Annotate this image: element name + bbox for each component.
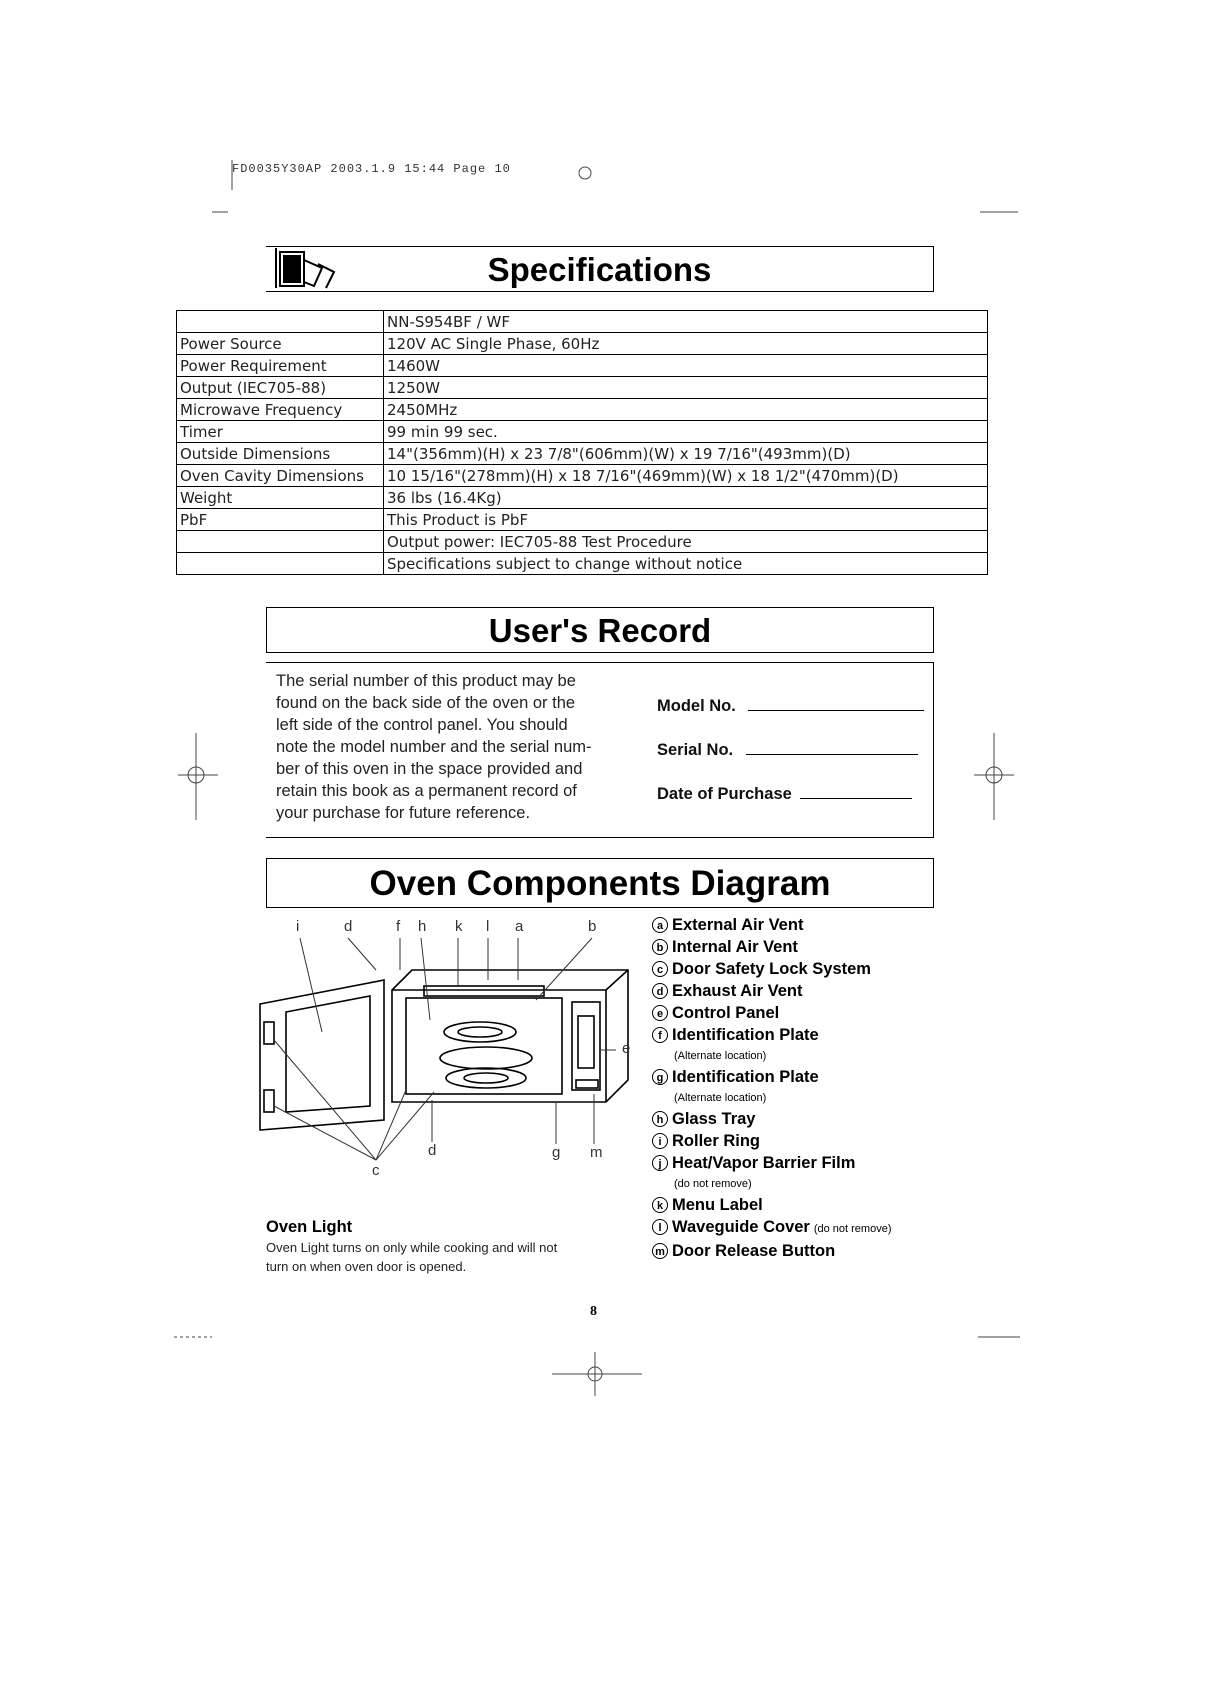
legend-label: Identification Plate: [672, 1068, 819, 1086]
door-release-button: [576, 1080, 598, 1088]
legend-item: [652, 1024, 892, 1046]
spec-value: 10 15/16"(278mm)(H) x 18 7/16"(469mm)(W) x 18 1/2"(470mm)(D): [384, 465, 988, 487]
spec-row: [177, 465, 988, 487]
legend-letter-icon: d: [652, 983, 668, 999]
legend-item: [652, 958, 892, 980]
spec-label: [177, 311, 384, 333]
legend-letter-icon: g: [652, 1069, 668, 1085]
spec-label: [177, 531, 384, 553]
serial-no-label: Serial No.: [657, 741, 734, 759]
legend-letter-icon: f: [652, 1027, 668, 1043]
diagram-label-g: g: [552, 1144, 561, 1161]
spec-value: 1250W: [384, 377, 988, 399]
legend-item: [652, 1152, 892, 1174]
book-icon: [274, 242, 344, 292]
legend-item: [652, 1130, 892, 1152]
diagram-label-l: l: [486, 918, 490, 935]
roller-ring: [446, 1068, 526, 1088]
diagram-label-k: k: [455, 918, 463, 935]
spec-label: Power Source: [177, 333, 384, 355]
glass-tray: [440, 1047, 532, 1069]
users-record-line: The serial number of this product may be: [276, 672, 576, 690]
spec-row: [177, 487, 988, 509]
legend-label: Identification Plate: [672, 1026, 819, 1044]
legend-label: Waveguide Cover: [672, 1218, 810, 1236]
spec-row: [177, 443, 988, 465]
users-record-line: your purchase for future reference.: [276, 804, 531, 822]
legend-label: Exhaust Air Vent: [672, 982, 803, 1000]
diagram-label-e: e: [622, 1040, 631, 1057]
legend-sub: (Alternate location): [674, 1050, 767, 1062]
spec-value: 36 lbs (16.4Kg): [384, 487, 988, 509]
spec-value: Specifications subject to change without notice: [384, 553, 988, 575]
users-record-text: [276, 670, 631, 824]
upper-tray: [444, 1022, 516, 1042]
specifications-title: Specifications: [487, 251, 712, 288]
diagram-label-h: h: [418, 918, 427, 935]
model-no-field[interactable]: [657, 696, 924, 716]
legend-item: [652, 936, 892, 958]
spec-value: 1460W: [384, 355, 988, 377]
legend-item: [652, 914, 892, 936]
users-record-title-box: [266, 607, 934, 653]
legend-letter-icon: i: [652, 1133, 668, 1149]
legend-letter-icon: k: [652, 1197, 668, 1213]
legend-label: Door Release Button: [672, 1242, 836, 1260]
date-of-purchase-line: [800, 784, 912, 799]
legend-item: [652, 1002, 892, 1024]
serial-no-line: [746, 740, 918, 755]
diagram-label-f: f: [396, 918, 401, 935]
spec-label: Microwave Frequency: [177, 399, 384, 421]
spec-row: [177, 311, 988, 333]
legend-label: Glass Tray: [672, 1110, 756, 1128]
spec-label: PbF: [177, 509, 384, 531]
spec-label: Outside Dimensions: [177, 443, 384, 465]
users-record-line: ber of this oven in the space provided and: [276, 760, 583, 778]
legend-note: (do not remove): [813, 1223, 892, 1235]
serial-no-field[interactable]: [657, 740, 918, 760]
spec-row: [177, 377, 988, 399]
spec-row: [177, 531, 988, 553]
legend-sub: (Alternate location): [674, 1092, 767, 1104]
legend-item: [652, 1240, 892, 1262]
oven-light-line: Oven Light turns on only while cooking and will not: [266, 1240, 558, 1255]
spec-row: [177, 553, 988, 575]
legend-label: Door Safety Lock System: [672, 960, 871, 978]
legend-label: Menu Label: [672, 1196, 763, 1214]
spec-label: Timer: [177, 421, 384, 443]
legend-letter-icon: j: [652, 1155, 668, 1171]
date-of-purchase-label: Date of Purchase: [657, 785, 792, 803]
legend-item: [652, 1108, 892, 1130]
legend-label: Heat/Vapor Barrier Film: [672, 1154, 856, 1172]
legend-letter-icon: h: [652, 1111, 668, 1127]
legend-letter-icon: b: [652, 939, 668, 955]
spec-value: Output power: IEC705-88 Test Procedure: [384, 531, 988, 553]
oven-light-line: turn on when oven door is opened.: [266, 1259, 467, 1274]
components-title-box: [266, 858, 934, 908]
spec-label: Output (IEC705-88): [177, 377, 384, 399]
diagram-label-d-bottom: d: [428, 1142, 437, 1159]
spec-label: Power Requirement: [177, 355, 384, 377]
spec-row: [177, 509, 988, 531]
spec-label: Weight: [177, 487, 384, 509]
legend-item: [652, 1216, 892, 1240]
diagram-label-c: c: [372, 1162, 380, 1179]
legend-letter-icon: m: [652, 1243, 668, 1259]
legend-letter-icon: c: [652, 961, 668, 977]
users-record-line: found on the back side of the oven or the: [276, 694, 576, 712]
components-legend: [652, 914, 892, 1262]
users-record-line: retain this book as a permanent record of: [276, 782, 577, 800]
door-window: [286, 996, 370, 1112]
legend-label: Control Panel: [672, 1004, 780, 1022]
diagram-label-b: b: [588, 918, 597, 935]
legend-label: Internal Air Vent: [672, 938, 798, 956]
legend-sub: (do not remove): [674, 1178, 752, 1190]
diagram-label-m: m: [590, 1144, 603, 1161]
diagram-label-i: i: [296, 918, 300, 935]
menu-label-plate: [424, 986, 544, 996]
legend-letter-icon: l: [652, 1219, 668, 1235]
spec-label: [177, 553, 384, 575]
print-header: FD0035Y30AP 2003.1.9 15:44 Page 10: [232, 162, 511, 176]
diagram-label-d-top: d: [344, 918, 353, 935]
oven-light-title: Oven Light: [266, 1218, 353, 1236]
spec-label: Oven Cavity Dimensions: [177, 465, 384, 487]
spec-row: [177, 399, 988, 421]
oven-door: [260, 980, 384, 1130]
spec-row: [177, 355, 988, 377]
users-record-line: left side of the control panel. You should: [276, 716, 568, 734]
components-title: Oven Components Diagram: [369, 864, 831, 903]
legend-letter-icon: e: [652, 1005, 668, 1021]
spec-value: 99 min 99 sec.: [384, 421, 988, 443]
oven-light-section: [266, 1216, 646, 1276]
spec-value: 14"(356mm)(H) x 23 7/8"(606mm)(W) x 19 7/16"(493mm)(D): [384, 443, 988, 465]
date-of-purchase-field[interactable]: [657, 784, 912, 804]
legend-label: External Air Vent: [672, 916, 804, 934]
users-record-title: User's Record: [488, 612, 712, 649]
spec-value: 2450MHz: [384, 399, 988, 421]
diagram-label-a: a: [515, 918, 524, 935]
spec-value: 120V AC Single Phase, 60Hz: [384, 333, 988, 355]
legend-item: [652, 1194, 892, 1216]
legend-label: Roller Ring: [672, 1132, 761, 1150]
specifications-title-box: [266, 246, 934, 292]
oven-diagram: [256, 920, 656, 1210]
spec-value: This Product is PbF: [384, 509, 988, 531]
oven-light-text: [266, 1238, 646, 1276]
model-no-label: Model No.: [657, 697, 736, 715]
legend-letter-icon: a: [652, 917, 668, 933]
users-record-line: note the model number and the serial num-: [276, 738, 592, 756]
legend-item: [652, 1066, 892, 1088]
legend-item: [652, 980, 892, 1002]
spec-row: [177, 333, 988, 355]
spec-value: NN-S954BF / WF: [384, 311, 988, 333]
specifications-table: [176, 310, 988, 575]
model-no-line: [748, 696, 924, 711]
page-number: 8: [590, 1304, 597, 1319]
spec-row: [177, 421, 988, 443]
